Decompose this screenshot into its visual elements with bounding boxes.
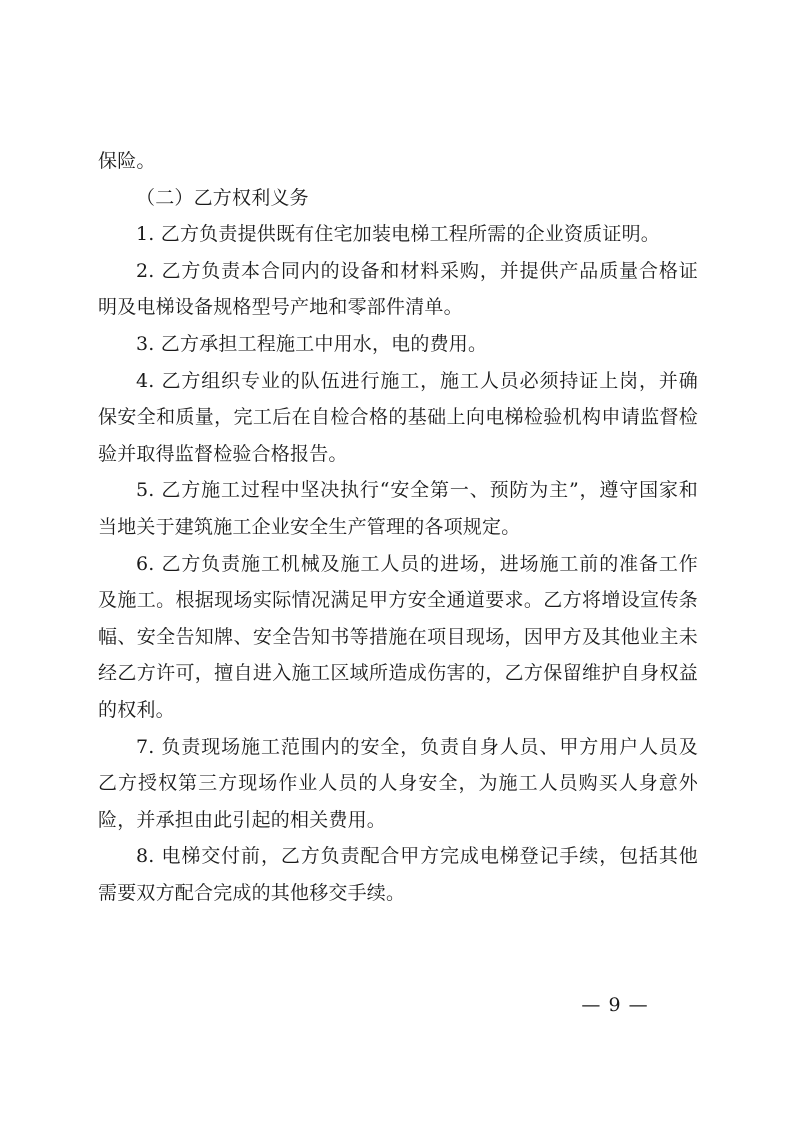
clause-6: 6. 乙方负责施工机械及施工人员的进场，进场施工前的准备工作及施工。根据现场实际情况满足甲方安全通道要求。乙方将增设宣传条幅、安全告知牌、安全告知书等措施在项目现场，因甲方及其他业主未经乙方许可，擅自进入施工区域所造成伤害的，乙方保留维护自身权益的权利。 — [98, 552, 698, 721]
clause-2: 2. 乙方负责本合同内的设备和材料采购，并提供产品质量合格证明及电梯设备规格型号产地和零部件清单。 — [98, 259, 698, 319]
paragraph-continuation: 保险。 — [98, 150, 156, 172]
clause-1: 1. 乙方负责提供既有住宅加装电梯工程所需的企业资质证明。 — [136, 223, 660, 246]
page-number: — 9 — — [581, 994, 649, 1016]
clause-3: 3. 乙方承担工程施工中用水，电的费用。 — [136, 332, 488, 355]
clause-7: 7. 负责现场施工范围内的安全，负责自身人员、甲方用户人员及乙方授权第三方现场作业人员的人身安全，为施工人员购买人身意外险，并承担由此引起的相关费用。 — [98, 735, 698, 831]
clause-4: 4. 乙方组织专业的队伍进行施工，施工人员必须持证上岗，并确保安全和质量，完工后在自检合格的基础上向电梯检验机构申请监督检验并取得监督检验合格报告。 — [98, 369, 698, 465]
clause-8: 8. 电梯交付前，乙方负责配合甲方完成电梯登记手续，包括其他需要双方配合完成的其他移交手续。 — [98, 845, 698, 904]
document-body — [98, 143, 698, 911]
section-heading: （二）乙方权利义务 — [136, 186, 309, 209]
clause-5: 5. 乙方施工过程中坚决执行“安全第一、预防为主”，遵守国家和当地关于建筑施工企业安全生产管理的各项规定。 — [98, 479, 698, 538]
